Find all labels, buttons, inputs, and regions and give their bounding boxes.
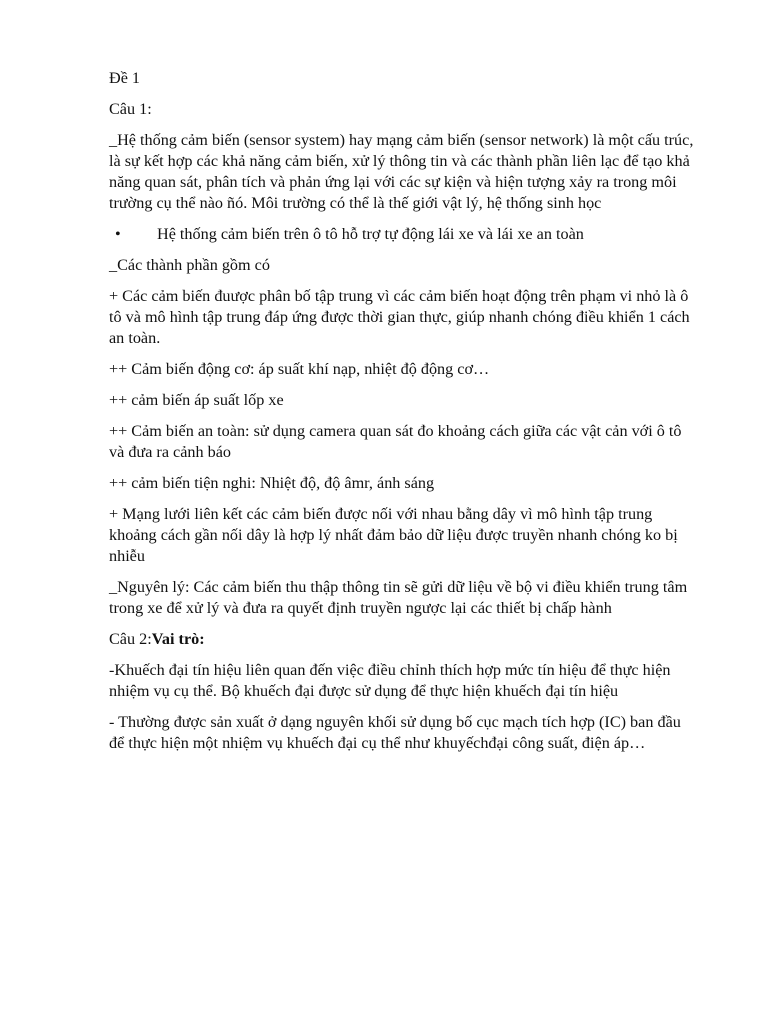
paragraph-principle: _Nguyên lý: Các cảm biến thu thập thông tin sẽ gửi dữ liệu về bộ vi điều khiển trung tâm trong xe để xử lý và đưa ra quyết định truyền ngược lại các thiết bị chấp hành xyxy=(109,578,688,617)
bullet-icon: • xyxy=(115,225,121,243)
paragraph-amplification: -Khuếch đại tín hiệu liên quan đến việc điều chỉnh thích hợp mức tín hiệu để thực hiện nhiệm vụ cụ thể. Bộ khuếch đại được sử dụng để thực hiện khuếch đại tín hiệu xyxy=(109,661,671,700)
paragraph-engine-sensor: ++ Cảm biến động cơ: áp suất khí nạp, nhiệt độ động cơ… xyxy=(109,360,490,378)
paragraph-sensor-system-definition: _Hệ thống cảm biến (sensor system) hay mạng cảm biến (sensor network) là một cấu trúc, là sự kết hợp các khả năng cảm biến, xử lý thông tin và các thành phần liên lạc để tạo khả năng quan sát, phân tích và phản ứng lại với các sự kiện và hiện tượng xảy ra trong môi trường cụ thể nào ñó. Môi trường có thể là thế giới vật lý, hệ thống sinh học xyxy=(109,131,694,212)
paragraph-safety-sensor: ++ Cảm biến an toàn: sử dụng camera quan sát đo khoảng cách giữa các vật cản với ô tô và đưa ra cảnh báo xyxy=(109,422,682,461)
paragraph-sensor-network: + Mạng lưới liên kết các cảm biến được nối với nhau bằng dây vì mô hình tập trung khoảng cách gần nối dây là hợp lý nhất đảm bảo dữ liệu được truyền nhanh chóng ko bị nhiễu xyxy=(109,505,678,565)
document-heading: Đề 1 xyxy=(109,69,141,87)
question-1-label: Câu 1: xyxy=(109,100,152,118)
bullet-item xyxy=(109,224,699,245)
question-2-heading xyxy=(109,629,699,650)
paragraph-comfort-sensor: ++ cảm biến tiện nghi: Nhiệt độ, độ âmr, ánh sáng xyxy=(109,474,435,492)
paragraph-components: _Các thành phần gồm có xyxy=(109,256,270,274)
question-2-role-label: Vai trò: xyxy=(151,630,205,648)
paragraph-sensor-distribution: + Các cảm biến đuược phân bố tập trung vì các cảm biến hoạt động trên phạm vi nhỏ là ô tô và mô hình tập trung đáp ứng được thời gian thực, giúp nhanh chóng điều khiển 1 cách an toàn. xyxy=(109,287,690,347)
question-2-label: Câu 2: xyxy=(109,630,152,648)
paragraph-ic-manufacturing: - Thường được sản xuất ở dạng nguyên khối sử dụng bố cục mạch tích hợp (IC) ban đầu để thực hiện một nhiệm vụ khuếch đại cụ thể như khuyếchđại công suất, điện áp… xyxy=(109,713,681,752)
document-body xyxy=(109,68,699,764)
bullet-text: Hệ thống cảm biến trên ô tô hỗ trợ tự động lái xe và lái xe an toàn xyxy=(157,225,584,243)
paragraph-tire-sensor: ++ cảm biến áp suất lốp xe xyxy=(109,391,284,409)
